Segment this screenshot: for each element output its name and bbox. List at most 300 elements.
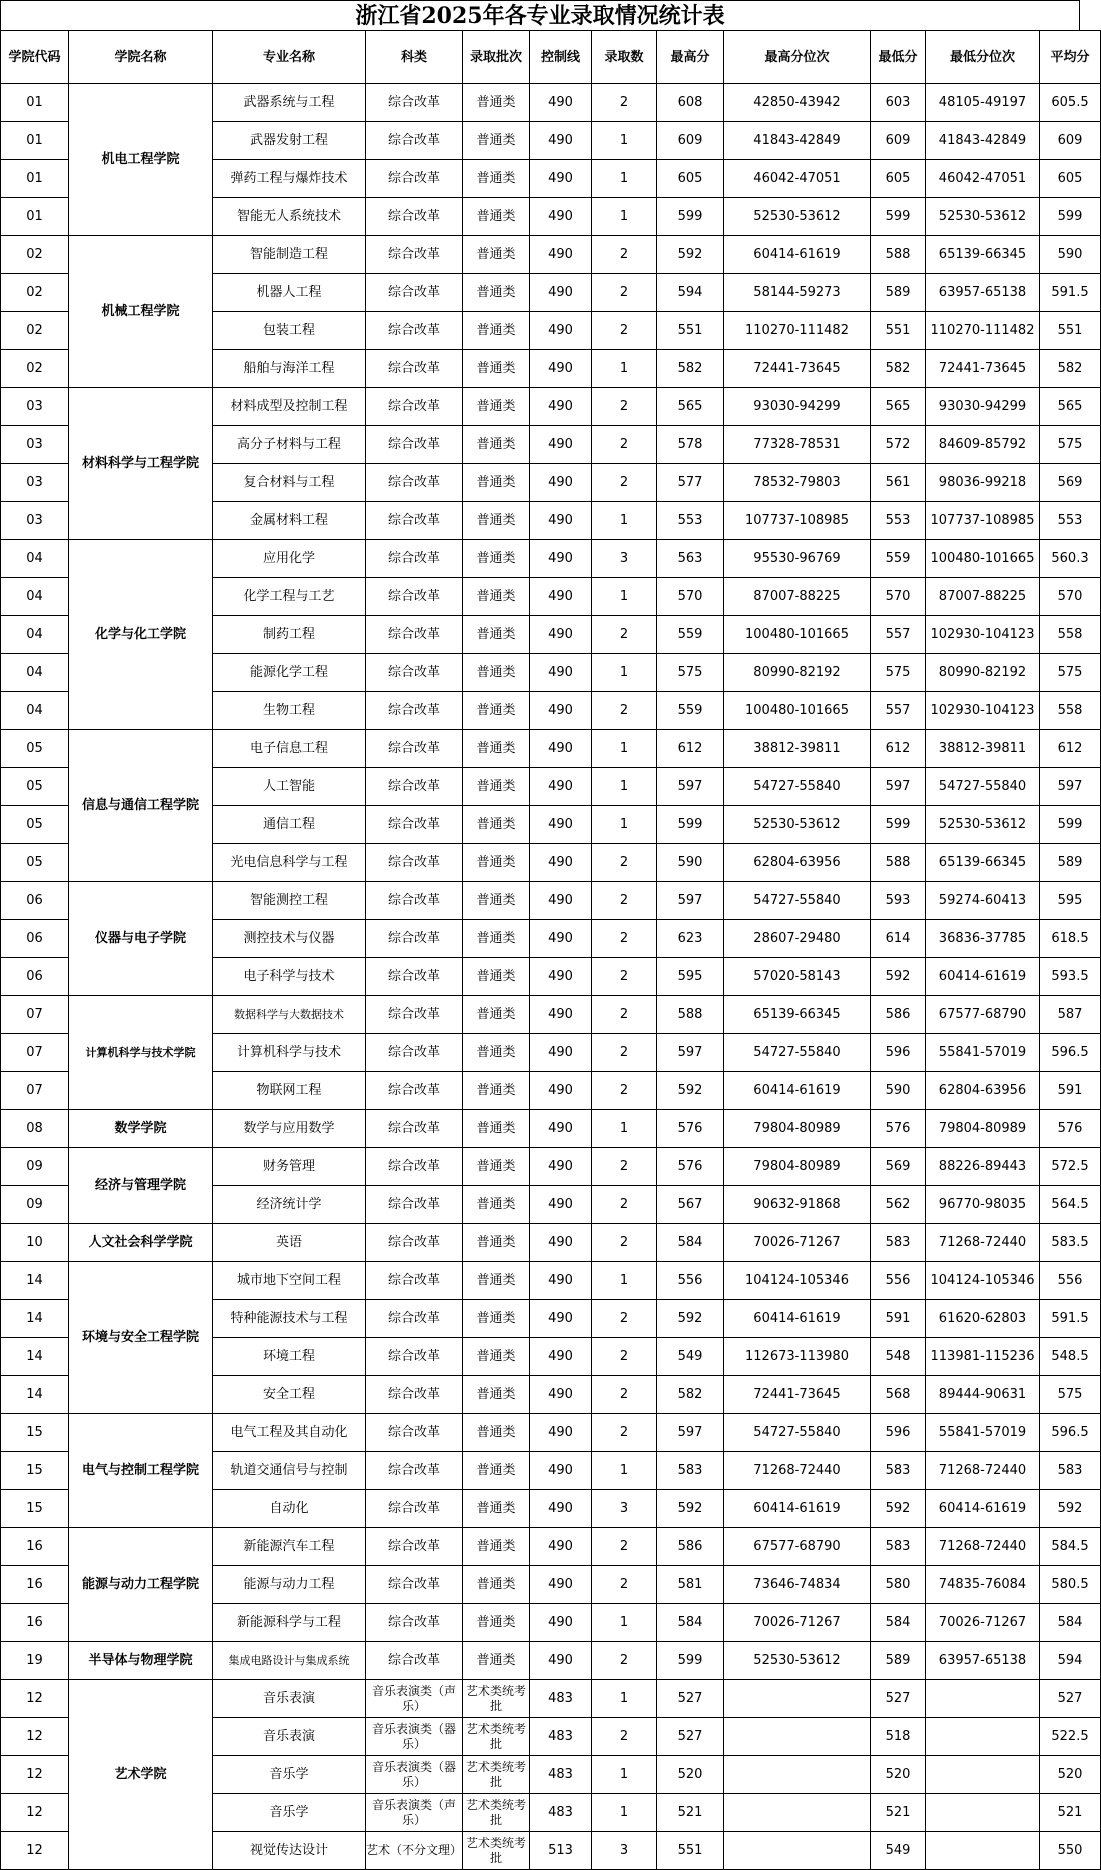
college-code-cell: 05	[1, 768, 69, 806]
admission-batch-cell: 普通类	[463, 388, 530, 426]
control-line-cell: 490	[530, 1338, 592, 1376]
min-score-rank-cell: 52530-53612	[926, 198, 1040, 236]
major-name-cell: 电子科学与技术	[213, 958, 366, 996]
table-row	[1, 236, 1101, 274]
control-line-cell: 490	[530, 160, 592, 198]
college-code-cell: 06	[1, 920, 69, 958]
college-code-cell: 09	[1, 1148, 69, 1186]
max-score-cell: 612	[657, 730, 724, 768]
min-score-cell: 521	[871, 1794, 926, 1832]
subject-category-cell: 综合改革	[366, 1034, 463, 1072]
subject-category-cell: 综合改革	[366, 350, 463, 388]
college-code-cell: 12	[1, 1756, 69, 1794]
min-score-rank-cell: 62804-63956	[926, 1072, 1040, 1110]
min-score-rank-cell: 46042-47051	[926, 160, 1040, 198]
admission-batch-cell: 普通类	[463, 1604, 530, 1642]
min-score-cell: 562	[871, 1186, 926, 1224]
min-score-rank-cell: 84609-85792	[926, 426, 1040, 464]
header-cell: 科类	[366, 31, 463, 84]
max-score-rank-cell: 62804-63956	[724, 844, 871, 882]
min-score-rank-cell: 48105-49197	[926, 84, 1040, 122]
admitted-count-cell: 2	[592, 1718, 657, 1756]
min-score-rank-cell: 71268-72440	[926, 1452, 1040, 1490]
college-name-cell: 半导体与物理学院	[69, 1642, 213, 1680]
admission-batch-cell: 普通类	[463, 160, 530, 198]
max-score-rank-cell: 52530-53612	[724, 1642, 871, 1680]
control-line-cell: 490	[530, 616, 592, 654]
college-code-cell: 15	[1, 1414, 69, 1452]
max-score-cell: 584	[657, 1604, 724, 1642]
min-score-cell: 570	[871, 578, 926, 616]
table-row	[1, 996, 1101, 1034]
control-line-cell: 490	[530, 350, 592, 388]
max-score-rank-cell: 87007-88225	[724, 578, 871, 616]
admission-batch-cell: 普通类	[463, 1566, 530, 1604]
admitted-count-cell: 1	[592, 502, 657, 540]
max-score-cell: 559	[657, 616, 724, 654]
max-score-rank-cell: 70026-71267	[724, 1224, 871, 1262]
subject-category-cell: 综合改革	[366, 388, 463, 426]
avg-score-cell: 575	[1040, 426, 1101, 464]
min-score-rank-cell: 55841-57019	[926, 1414, 1040, 1452]
admitted-count-cell: 2	[592, 312, 657, 350]
admission-batch-cell: 普通类	[463, 350, 530, 388]
avg-score-cell: 582	[1040, 350, 1101, 388]
admission-batch-cell: 普通类	[463, 1224, 530, 1262]
table-row	[1, 730, 1101, 768]
min-score-cell: 518	[871, 1718, 926, 1756]
subject-category-cell: 综合改革	[366, 730, 463, 768]
college-code-cell: 14	[1, 1300, 69, 1338]
max-score-rank-cell: 67577-68790	[724, 1528, 871, 1566]
max-score-rank-cell: 57020-58143	[724, 958, 871, 996]
max-score-cell: 599	[657, 1642, 724, 1680]
major-name-cell: 数学与应用数学	[213, 1110, 366, 1148]
subject-category-cell: 综合改革	[366, 1642, 463, 1680]
major-name-cell: 电气工程及其自动化	[213, 1414, 366, 1452]
college-name-cell: 艺术学院	[69, 1680, 213, 1870]
admission-batch-cell: 艺术类统考批	[463, 1832, 530, 1870]
control-line-cell: 490	[530, 464, 592, 502]
max-score-rank-cell	[724, 1718, 871, 1756]
major-name-cell: 金属材料工程	[213, 502, 366, 540]
major-name-cell: 包装工程	[213, 312, 366, 350]
avg-score-cell: 591	[1040, 1072, 1101, 1110]
avg-score-cell: 618.5	[1040, 920, 1101, 958]
avg-score-cell: 548.5	[1040, 1338, 1101, 1376]
min-score-rank-cell: 113981-115236	[926, 1338, 1040, 1376]
max-score-rank-cell: 100480-101665	[724, 616, 871, 654]
min-score-cell: 588	[871, 844, 926, 882]
major-name-cell: 材料成型及控制工程	[213, 388, 366, 426]
college-name-cell: 人文社会科学学院	[69, 1224, 213, 1262]
admission-batch-cell: 普通类	[463, 464, 530, 502]
major-name-cell: 音乐学	[213, 1794, 366, 1832]
admitted-count-cell: 2	[592, 1072, 657, 1110]
max-score-rank-cell: 90632-91868	[724, 1186, 871, 1224]
college-code-cell: 07	[1, 996, 69, 1034]
major-name-cell: 人工智能	[213, 768, 366, 806]
major-name-cell: 高分子材料与工程	[213, 426, 366, 464]
header-cell: 录取数	[592, 31, 657, 84]
college-code-cell: 06	[1, 958, 69, 996]
admission-batch-cell: 普通类	[463, 502, 530, 540]
college-code-cell: 12	[1, 1718, 69, 1756]
control-line-cell: 483	[530, 1794, 592, 1832]
max-score-cell: 527	[657, 1680, 724, 1718]
admitted-count-cell: 2	[592, 388, 657, 426]
min-score-cell: 561	[871, 464, 926, 502]
avg-score-cell: 575	[1040, 654, 1101, 692]
max-score-cell: 592	[657, 1490, 724, 1528]
control-line-cell: 490	[530, 84, 592, 122]
admitted-count-cell: 2	[592, 958, 657, 996]
control-line-cell: 483	[530, 1756, 592, 1794]
control-line-cell: 490	[530, 1642, 592, 1680]
min-score-rank-cell: 63957-65138	[926, 1642, 1040, 1680]
header-cell: 专业名称	[213, 31, 366, 84]
subject-category-cell: 综合改革	[366, 198, 463, 236]
admission-batch-cell: 普通类	[463, 692, 530, 730]
header-cell: 录取批次	[463, 31, 530, 84]
avg-score-cell: 572.5	[1040, 1148, 1101, 1186]
max-score-cell: 527	[657, 1718, 724, 1756]
admission-batch-cell: 普通类	[463, 616, 530, 654]
college-code-cell: 14	[1, 1262, 69, 1300]
avg-score-cell: 591.5	[1040, 274, 1101, 312]
college-code-cell: 16	[1, 1528, 69, 1566]
min-score-cell: 569	[871, 1148, 926, 1186]
min-score-rank-cell	[926, 1832, 1040, 1870]
avg-score-cell: 599	[1040, 198, 1101, 236]
admitted-count-cell: 2	[592, 882, 657, 920]
avg-score-cell: 595	[1040, 882, 1101, 920]
control-line-cell: 490	[530, 540, 592, 578]
min-score-rank-cell: 98036-99218	[926, 464, 1040, 502]
admission-batch-cell: 普通类	[463, 122, 530, 160]
admitted-count-cell: 2	[592, 1224, 657, 1262]
max-score-cell: 567	[657, 1186, 724, 1224]
subject-category-cell: 综合改革	[366, 1110, 463, 1148]
min-score-cell: 553	[871, 502, 926, 540]
admission-batch-cell: 普通类	[463, 844, 530, 882]
admission-batch-cell: 普通类	[463, 426, 530, 464]
min-score-rank-cell: 52530-53612	[926, 806, 1040, 844]
max-score-cell: 551	[657, 1832, 724, 1870]
min-score-rank-cell: 55841-57019	[926, 1034, 1040, 1072]
control-line-cell: 490	[530, 882, 592, 920]
admitted-count-cell: 2	[592, 1148, 657, 1186]
control-line-cell: 490	[530, 692, 592, 730]
avg-score-cell: 605.5	[1040, 84, 1101, 122]
min-score-cell: 592	[871, 1490, 926, 1528]
control-line-cell: 490	[530, 958, 592, 996]
min-score-cell: 575	[871, 654, 926, 692]
min-score-cell: 592	[871, 958, 926, 996]
college-name-cell: 能源与动力工程学院	[69, 1528, 213, 1642]
subject-category-cell: 综合改革	[366, 464, 463, 502]
min-score-rank-cell: 88226-89443	[926, 1148, 1040, 1186]
college-code-cell: 08	[1, 1110, 69, 1148]
max-score-cell: 520	[657, 1756, 724, 1794]
avg-score-cell: 597	[1040, 768, 1101, 806]
college-code-cell: 12	[1, 1794, 69, 1832]
min-score-cell: 589	[871, 274, 926, 312]
max-score-rank-cell: 100480-101665	[724, 692, 871, 730]
major-name-cell: 智能测控工程	[213, 882, 366, 920]
table-row	[1, 1642, 1101, 1680]
min-score-cell: 548	[871, 1338, 926, 1376]
avg-score-cell: 599	[1040, 806, 1101, 844]
min-score-rank-cell: 60414-61619	[926, 958, 1040, 996]
control-line-cell: 490	[530, 122, 592, 160]
college-code-cell: 01	[1, 198, 69, 236]
major-name-cell: 智能无人系统技术	[213, 198, 366, 236]
min-score-rank-cell: 80990-82192	[926, 654, 1040, 692]
control-line-cell: 490	[530, 1224, 592, 1262]
max-score-cell: 590	[657, 844, 724, 882]
control-line-cell: 483	[530, 1718, 592, 1756]
avg-score-cell: 587	[1040, 996, 1101, 1034]
major-name-cell: 视觉传达设计	[213, 1832, 366, 1870]
max-score-cell: 609	[657, 122, 724, 160]
admission-table	[0, 30, 1101, 1870]
min-score-rank-cell: 79804-80989	[926, 1110, 1040, 1148]
control-line-cell: 490	[530, 1414, 592, 1452]
admitted-count-cell: 2	[592, 616, 657, 654]
college-code-cell: 12	[1, 1680, 69, 1718]
admitted-count-cell: 2	[592, 844, 657, 882]
college-name-cell: 计算机科学与技术学院	[69, 996, 213, 1110]
admitted-count-cell: 2	[592, 996, 657, 1034]
subject-category-cell: 综合改革	[366, 958, 463, 996]
max-score-rank-cell: 38812-39811	[724, 730, 871, 768]
control-line-cell: 490	[530, 654, 592, 692]
max-score-cell: 586	[657, 1528, 724, 1566]
header-cell: 控制线	[530, 31, 592, 84]
min-score-cell: 582	[871, 350, 926, 388]
admitted-count-cell: 3	[592, 540, 657, 578]
control-line-cell: 490	[530, 996, 592, 1034]
admitted-count-cell: 1	[592, 198, 657, 236]
college-code-cell: 05	[1, 844, 69, 882]
table-row	[1, 540, 1101, 578]
min-score-cell: 596	[871, 1034, 926, 1072]
min-score-cell: 609	[871, 122, 926, 160]
major-name-cell: 测控技术与仪器	[213, 920, 366, 958]
college-code-cell: 19	[1, 1642, 69, 1680]
subject-category-cell: 综合改革	[366, 654, 463, 692]
admitted-count-cell: 2	[592, 1300, 657, 1338]
admitted-count-cell: 2	[592, 920, 657, 958]
admission-batch-cell: 普通类	[463, 1528, 530, 1566]
max-score-cell: 597	[657, 1034, 724, 1072]
max-score-rank-cell	[724, 1680, 871, 1718]
college-code-cell: 04	[1, 578, 69, 616]
min-score-rank-cell: 102930-104123	[926, 616, 1040, 654]
admission-batch-cell: 普通类	[463, 540, 530, 578]
admitted-count-cell: 3	[592, 1832, 657, 1870]
max-score-rank-cell: 72441-73645	[724, 1376, 871, 1414]
admitted-count-cell: 2	[592, 692, 657, 730]
max-score-rank-cell: 52530-53612	[724, 806, 871, 844]
max-score-rank-cell: 80990-82192	[724, 654, 871, 692]
college-name-cell: 材料科学与工程学院	[69, 388, 213, 540]
admission-batch-cell: 普通类	[463, 958, 530, 996]
college-code-cell: 02	[1, 236, 69, 274]
max-score-rank-cell: 60414-61619	[724, 1300, 871, 1338]
avg-score-cell: 605	[1040, 160, 1101, 198]
table-body	[1, 84, 1101, 1870]
min-score-rank-cell: 102930-104123	[926, 692, 1040, 730]
major-name-cell: 英语	[213, 1224, 366, 1262]
min-score-cell: 589	[871, 1642, 926, 1680]
max-score-rank-cell: 79804-80989	[724, 1110, 871, 1148]
min-score-rank-cell: 70026-71267	[926, 1604, 1040, 1642]
min-score-rank-cell: 61620-62803	[926, 1300, 1040, 1338]
min-score-rank-cell: 74835-76084	[926, 1566, 1040, 1604]
max-score-cell: 595	[657, 958, 724, 996]
control-line-cell: 490	[530, 1262, 592, 1300]
admission-batch-cell: 普通类	[463, 920, 530, 958]
control-line-cell: 490	[530, 1186, 592, 1224]
max-score-cell: 551	[657, 312, 724, 350]
min-score-rank-cell	[926, 1680, 1040, 1718]
min-score-cell: 591	[871, 1300, 926, 1338]
table-row	[1, 1680, 1101, 1718]
major-name-cell: 自动化	[213, 1490, 366, 1528]
major-name-cell: 特种能源技术与工程	[213, 1300, 366, 1338]
subject-category-cell: 综合改革	[366, 1148, 463, 1186]
major-name-cell: 财务管理	[213, 1148, 366, 1186]
avg-score-cell: 527	[1040, 1680, 1101, 1718]
avg-score-cell: 583	[1040, 1452, 1101, 1490]
college-name-cell: 机械工程学院	[69, 236, 213, 388]
college-name-cell: 机电工程学院	[69, 84, 213, 236]
max-score-rank-cell: 95530-96769	[724, 540, 871, 578]
min-score-rank-cell: 59274-60413	[926, 882, 1040, 920]
admitted-count-cell: 1	[592, 1604, 657, 1642]
admitted-count-cell: 2	[592, 1186, 657, 1224]
control-line-cell: 490	[530, 578, 592, 616]
min-score-cell: 583	[871, 1224, 926, 1262]
subject-category-cell: 综合改革	[366, 1262, 463, 1300]
max-score-rank-cell: 54727-55840	[724, 882, 871, 920]
admitted-count-cell: 1	[592, 768, 657, 806]
table-title: 浙江省2025年各专业录取情况统计表	[0, 0, 1080, 30]
max-score-cell: 608	[657, 84, 724, 122]
admission-batch-cell: 普通类	[463, 578, 530, 616]
college-name-cell: 经济与管理学院	[69, 1148, 213, 1224]
major-name-cell: 新能源科学与工程	[213, 1604, 366, 1642]
avg-score-cell: 569	[1040, 464, 1101, 502]
max-score-rank-cell: 107737-108985	[724, 502, 871, 540]
max-score-rank-cell: 112673-113980	[724, 1338, 871, 1376]
max-score-rank-cell: 60414-61619	[724, 1072, 871, 1110]
control-line-cell: 490	[530, 1376, 592, 1414]
admitted-count-cell: 2	[592, 1528, 657, 1566]
admitted-count-cell: 1	[592, 654, 657, 692]
max-score-cell: 583	[657, 1452, 724, 1490]
table-header	[1, 31, 1101, 84]
college-code-cell: 03	[1, 502, 69, 540]
major-name-cell: 集成电路设计与集成系统	[213, 1642, 366, 1680]
avg-score-cell: 522.5	[1040, 1718, 1101, 1756]
major-name-cell: 船舶与海洋工程	[213, 350, 366, 388]
college-code-cell: 05	[1, 806, 69, 844]
min-score-cell: 551	[871, 312, 926, 350]
avg-score-cell: 558	[1040, 692, 1101, 730]
admitted-count-cell: 2	[592, 1034, 657, 1072]
admission-batch-cell: 普通类	[463, 1186, 530, 1224]
college-code-cell: 03	[1, 464, 69, 502]
avg-score-cell: 570	[1040, 578, 1101, 616]
max-score-rank-cell: 77328-78531	[724, 426, 871, 464]
header-cell: 学院名称	[69, 31, 213, 84]
max-score-cell: 577	[657, 464, 724, 502]
max-score-cell: 594	[657, 274, 724, 312]
admission-batch-cell: 普通类	[463, 274, 530, 312]
min-score-cell: 590	[871, 1072, 926, 1110]
subject-category-cell: 综合改革	[366, 1338, 463, 1376]
admitted-count-cell: 2	[592, 84, 657, 122]
min-score-rank-cell: 110270-111482	[926, 312, 1040, 350]
table-row	[1, 388, 1101, 426]
max-score-cell: 592	[657, 1300, 724, 1338]
college-code-cell: 16	[1, 1604, 69, 1642]
max-score-rank-cell: 42850-43942	[724, 84, 871, 122]
control-line-cell: 490	[530, 1566, 592, 1604]
avg-score-cell: 609	[1040, 122, 1101, 160]
table-row	[1, 1148, 1101, 1186]
major-name-cell: 计算机科学与技术	[213, 1034, 366, 1072]
subject-category-cell: 综合改革	[366, 882, 463, 920]
min-score-cell: 593	[871, 882, 926, 920]
control-line-cell: 490	[530, 312, 592, 350]
college-code-cell: 09	[1, 1186, 69, 1224]
major-name-cell: 机器人工程	[213, 274, 366, 312]
major-name-cell: 复合材料与工程	[213, 464, 366, 502]
college-code-cell: 01	[1, 160, 69, 198]
subject-category-cell: 综合改革	[366, 1300, 463, 1338]
major-name-cell: 音乐表演	[213, 1680, 366, 1718]
admitted-count-cell: 2	[592, 236, 657, 274]
admitted-count-cell: 1	[592, 350, 657, 388]
max-score-cell: 563	[657, 540, 724, 578]
admitted-count-cell: 2	[592, 1376, 657, 1414]
table-row	[1, 1224, 1101, 1262]
control-line-cell: 490	[530, 730, 592, 768]
min-score-cell: 568	[871, 1376, 926, 1414]
subject-category-cell: 综合改革	[366, 1224, 463, 1262]
subject-category-cell: 综合改革	[366, 540, 463, 578]
min-score-cell: 520	[871, 1756, 926, 1794]
header-cell: 最低分	[871, 31, 926, 84]
major-name-cell: 数据科学与大数据技术	[213, 996, 366, 1034]
subject-category-cell: 综合改革	[366, 920, 463, 958]
control-line-cell: 490	[530, 1604, 592, 1642]
avg-score-cell: 584	[1040, 1604, 1101, 1642]
subject-category-cell: 综合改革	[366, 844, 463, 882]
admission-batch-cell: 普通类	[463, 730, 530, 768]
min-score-rank-cell	[926, 1794, 1040, 1832]
min-score-cell: 572	[871, 426, 926, 464]
max-score-rank-cell: 54727-55840	[724, 1034, 871, 1072]
subject-category-cell: 综合改革	[366, 1186, 463, 1224]
avg-score-cell: 594	[1040, 1642, 1101, 1680]
min-score-rank-cell: 63957-65138	[926, 274, 1040, 312]
subject-category-cell: 综合改革	[366, 1376, 463, 1414]
